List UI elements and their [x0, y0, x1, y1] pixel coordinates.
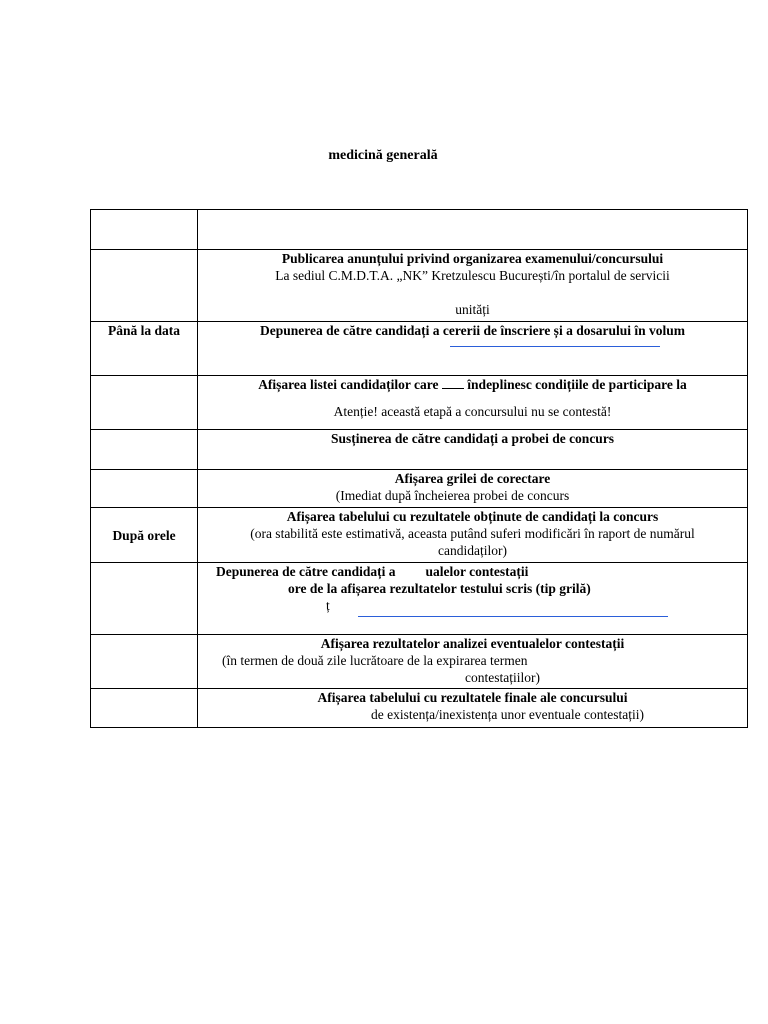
table-row	[91, 563, 748, 635]
stage-cell	[198, 322, 748, 376]
date-cell	[91, 376, 198, 430]
table-row	[91, 376, 748, 430]
blank-line	[450, 346, 660, 347]
blank-line	[442, 378, 464, 389]
stage-cell	[198, 508, 748, 563]
stage-note: Atenție! această etapă a concursului nu se contestă!	[333, 404, 612, 419]
date-cell	[91, 430, 198, 470]
stage-title: Susținerea de către candidați a probei de concurs	[330, 431, 615, 446]
date-cell	[91, 210, 198, 250]
stage-title: Afișarea tabelului cu rezultatele finale ale concursului	[317, 690, 628, 705]
stage-title-part: Afișarea listei candidaților care	[258, 377, 439, 392]
table-row	[91, 508, 748, 563]
stage-detail: (în termen de două zile lucrătoare de la expirarea termen	[222, 653, 528, 668]
stage-title: Depunerea de către candidați a cererii de înscriere și a dosarului în volum	[260, 323, 685, 338]
stage-title	[202, 376, 743, 393]
stage-cell	[198, 470, 748, 508]
stage-detail: (ora stabilită este estimativă, aceasta putând suferi modificări în raport de numărul	[250, 526, 695, 541]
stage-title: Afișarea tabelului cu rezultatele obținute de candidați la concurs	[286, 509, 659, 524]
table-row	[91, 210, 748, 250]
stage-title	[216, 563, 743, 580]
page-title: medicină generală	[328, 148, 438, 163]
table-row	[91, 322, 748, 376]
stage-title-part: Depunerea de către candidați a	[216, 564, 396, 579]
stage-detail: (Imediat după încheierea probei de concurs	[335, 488, 570, 503]
stage-detail: ț	[326, 598, 330, 613]
date-cell	[91, 563, 198, 635]
table-row	[91, 689, 748, 728]
date-cell	[91, 635, 198, 689]
stage-cell	[198, 563, 748, 635]
stage-title: ore de la afișarea rezultatelor testului scris (tip grilă)	[288, 581, 591, 596]
stage-title-part: îndeplinesc condițiile de participare la	[467, 377, 687, 392]
stage-title: Afișarea rezultatelor analizei eventualelor contestații	[320, 636, 625, 651]
table-row	[91, 470, 748, 508]
stage-detail: La sediul C.M.D.T.A. „NK” Kretzulescu București/în portalul de servicii	[275, 268, 670, 283]
stage-detail: candidaților)	[438, 543, 507, 558]
stage-cell	[198, 635, 748, 689]
table-row	[91, 635, 748, 689]
table-row	[91, 250, 748, 322]
stage-detail: de existența/inexistența unor eventuale contestații)	[371, 707, 644, 722]
date-cell: După orele	[91, 508, 198, 563]
date-cell	[91, 250, 198, 322]
stage-cell	[198, 430, 748, 470]
stage-cell	[198, 376, 748, 430]
stage-title-part: ualelor contestații	[425, 564, 529, 579]
stage-detail: contestațiilor)	[465, 670, 540, 685]
stage-title: Afișarea grilei de corectare	[394, 471, 551, 486]
stage-cell	[198, 689, 748, 728]
date-cell	[91, 689, 198, 728]
blank-line	[358, 616, 668, 617]
stage-title: Publicarea anunțului privind organizarea examenului/concursului	[281, 251, 664, 266]
date-cell: Până la data	[91, 322, 198, 376]
table-row	[91, 430, 748, 470]
stage-cell	[198, 250, 748, 322]
schedule-table	[90, 209, 748, 728]
stage-detail: unități	[455, 302, 490, 317]
stage-cell	[198, 210, 748, 250]
